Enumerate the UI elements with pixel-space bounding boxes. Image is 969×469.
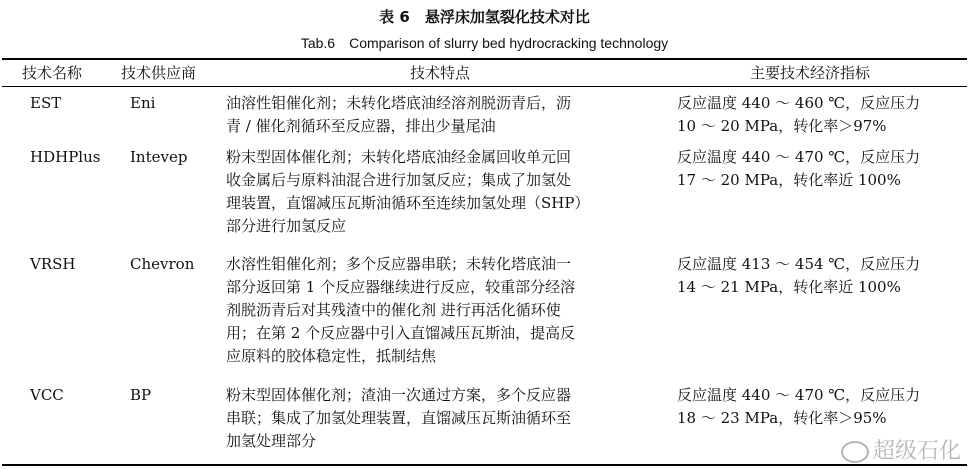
cell-vendor: Intevep bbox=[130, 148, 188, 166]
bottom-rule bbox=[2, 464, 967, 466]
watermark bbox=[841, 434, 961, 465]
header-indicators: 主要技术经济指标 bbox=[750, 64, 871, 82]
cell-indicators bbox=[677, 384, 965, 430]
cell-tech-name: VCC bbox=[30, 386, 64, 404]
table-caption-zh: 表 6 悬浮床加氢裂化技术对比 bbox=[379, 8, 590, 26]
cell-features bbox=[226, 384, 664, 453]
cell-indicators bbox=[677, 253, 965, 299]
cell-features bbox=[226, 146, 664, 238]
cell-features bbox=[226, 92, 664, 138]
indicator-line: 17 ～ 20 MPa，转化率近 100% bbox=[677, 171, 901, 189]
feature-line: 粉末型固体催化剂；渣油一次通过方案，多个反应器 bbox=[226, 386, 572, 404]
feature-line: 水溶性钼催化剂；多个反应器串联；未转化塔底油一 bbox=[226, 255, 572, 273]
feature-line: 青 / 催化剂循环至反应器，排出少量尾油 bbox=[226, 117, 496, 135]
cell-vendor: Chevron bbox=[130, 255, 195, 273]
indicator-line: 反应温度 440 ～ 470 ℃，反应压力 bbox=[677, 148, 921, 166]
indicator-line: 反应温度 413 ～ 454 ℃，反应压力 bbox=[677, 255, 921, 273]
feature-line: 应原料的胶体稳定性，抵制结焦 bbox=[226, 347, 437, 365]
indicator-line: 反应温度 440 ～ 460 ℃，反应压力 bbox=[677, 94, 921, 112]
cell-features bbox=[226, 253, 664, 368]
feature-line: 理装置，直馏减压瓦斯油循环至连续加氢处理（SHP） bbox=[226, 194, 590, 212]
indicator-line: 10 ～ 20 MPa，转化率＞97% bbox=[677, 117, 887, 135]
header-tech-name: 技术名称 bbox=[22, 64, 83, 82]
cell-tech-name: EST bbox=[30, 94, 62, 112]
cell-vendor: Eni bbox=[130, 94, 156, 112]
indicator-line: 14 ～ 21 MPa，转化率近 100% bbox=[677, 278, 901, 296]
watermark-text: 超级石化 bbox=[872, 439, 961, 464]
header-features: 技术特点 bbox=[410, 64, 471, 82]
top-rule bbox=[2, 58, 967, 60]
feature-line: 部分进行加氢反应 bbox=[226, 217, 347, 235]
feature-line: 加氢处理部分 bbox=[226, 432, 317, 450]
feature-line: 部分返回第 1 个反应器继续进行反应，较重部分经溶 bbox=[226, 278, 576, 296]
header-vendor: 技术供应商 bbox=[121, 64, 197, 82]
cell-vendor: BP bbox=[130, 386, 152, 404]
wechat-icon bbox=[841, 441, 869, 463]
cell-tech-name: VRSH bbox=[30, 255, 76, 273]
indicator-line: 18 ～ 23 MPa，转化率＞95% bbox=[677, 409, 887, 427]
feature-line: 用；在第 2 个反应器中引入直馏减压瓦斯油，提高反 bbox=[226, 324, 576, 342]
table-caption-en: Tab.6 Comparison of slurry bed hydrocracking technology bbox=[300, 35, 669, 51]
cell-indicators bbox=[677, 92, 965, 138]
feature-line: 油溶性钼催化剂；未转化塔底油经溶剂脱沥青后，沥 bbox=[226, 94, 572, 112]
indicator-line: 反应温度 440 ～ 470 ℃，反应压力 bbox=[677, 386, 921, 404]
feature-line: 粉末型固体催化剂；未转化塔底油经金属回收单元回 bbox=[226, 148, 572, 166]
header-rule bbox=[2, 86, 967, 87]
cell-indicators bbox=[677, 146, 965, 192]
feature-line: 收金属后与原料油混合进行加氢反应；集成了加氢处 bbox=[226, 171, 572, 189]
cell-tech-name: HDHPlus bbox=[30, 148, 101, 166]
feature-line: 剂脱沥青后对其残渣中的催化剂 进行再活化循环使 bbox=[226, 301, 561, 319]
feature-line: 串联；集成了加氢处理装置，直馏减压瓦斯油循环至 bbox=[226, 409, 572, 427]
